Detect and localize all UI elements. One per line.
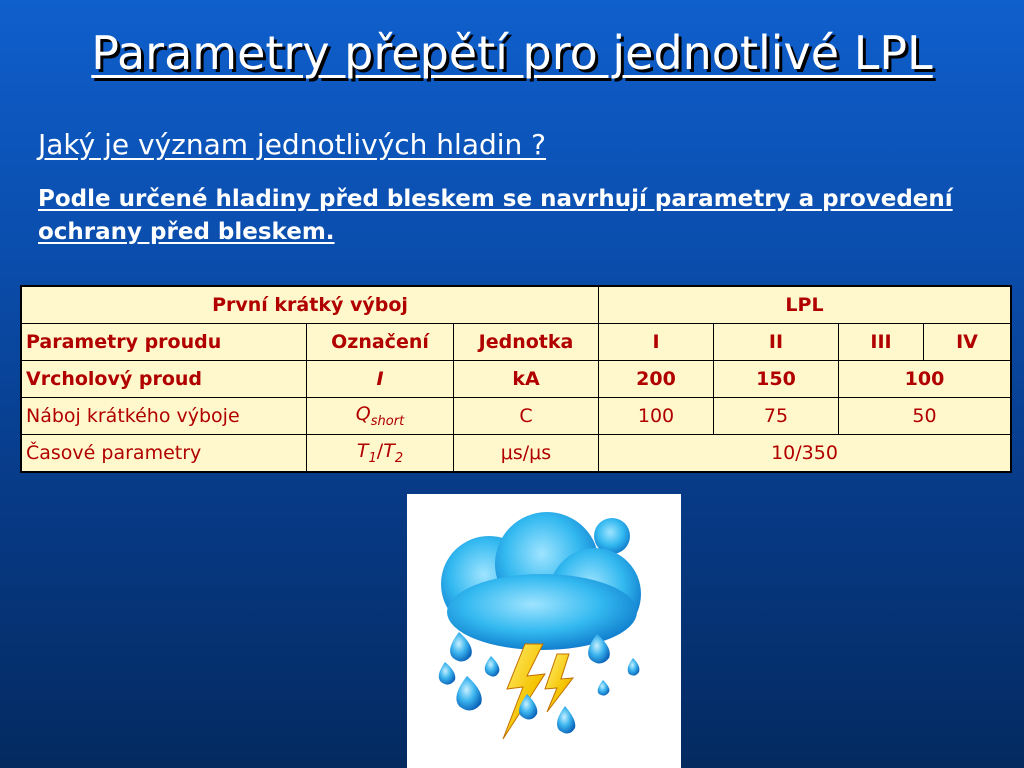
table-header-row-1 <box>21 286 1011 324</box>
symbol-t2: T <box>383 440 395 463</box>
symbol-t1-sub: 1 <box>368 450 377 466</box>
table-row <box>21 398 1011 435</box>
row-value-level-1: 100 <box>599 398 714 435</box>
header-level-2: II <box>714 324 839 361</box>
header-lpl: LPL <box>599 286 1012 324</box>
row-unit: μs/μs <box>454 435 599 473</box>
row-unit: C <box>454 398 599 435</box>
header-level-4: IV <box>924 324 1012 361</box>
header-level-1: I <box>599 324 714 361</box>
row-label: Náboj krátkého výboje <box>21 398 307 435</box>
header-symbol: Označení <box>307 324 454 361</box>
question-heading: Jaký je význam jednotlivých hladin ? <box>38 128 547 161</box>
row-label: Časové parametry <box>21 435 307 473</box>
cloud-shape <box>441 512 641 650</box>
row-value-level-1: 200 <box>599 361 714 398</box>
header-first-stroke: První krátký výboj <box>21 286 599 324</box>
header-current-params: Parametry proudu <box>21 324 307 361</box>
table-header-row-2 <box>21 324 1011 361</box>
symbol-subscript: short <box>370 413 405 429</box>
lpl-parameters-table <box>20 285 1012 473</box>
table-row <box>21 435 1011 473</box>
storm-cloud-lightning-icon <box>407 494 681 768</box>
row-value-level-3-4: 50 <box>839 398 1012 435</box>
row-value-level-2: 150 <box>714 361 839 398</box>
row-value-all-levels: 10/350 <box>599 435 1012 473</box>
row-unit: kA <box>454 361 599 398</box>
row-value-level-3-4: 100 <box>839 361 1012 398</box>
symbol-t2-sub: 2 <box>394 450 404 466</box>
row-symbol <box>307 398 454 435</box>
symbol-main: Q <box>355 403 371 426</box>
symbol-t1: T <box>356 440 369 463</box>
row-symbol <box>307 435 454 473</box>
row-symbol: I <box>307 361 454 398</box>
table-row <box>21 361 1011 398</box>
symbol-slash: / <box>376 440 384 463</box>
header-level-3: III <box>839 324 924 361</box>
page-title: Parametry přepětí pro jednotlivé LPL <box>91 26 933 80</box>
header-unit: Jednotka <box>454 324 599 361</box>
row-label: Vrcholový proud <box>21 361 307 398</box>
row-value-level-2: 75 <box>714 398 839 435</box>
storm-illustration <box>407 494 681 768</box>
answer-text: Podle určené hladiny před bleskem se navrhují parametry a provedení ochrany před bleskem. <box>38 186 953 245</box>
